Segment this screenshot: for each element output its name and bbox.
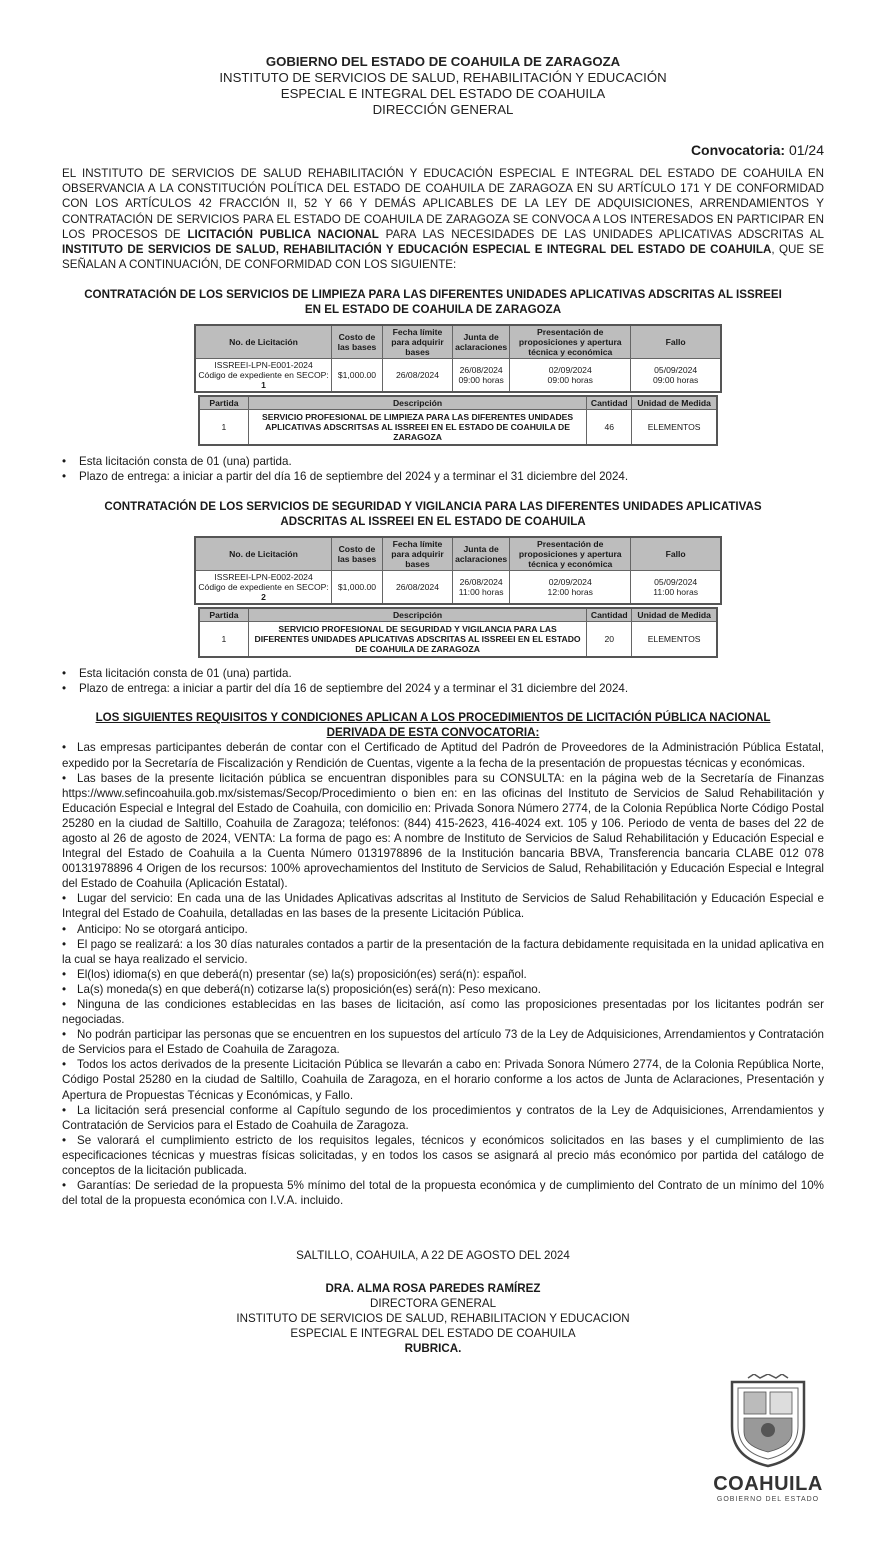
signer-institution-2: ESPECIAL E INTEGRAL DEL ESTADO DE COAHUILA	[290, 1327, 576, 1341]
list-item: • Ninguna de las condiciones establecidas en las bases de licitación, así como las proposiciones presentadas por los licitantes podrán ser negociadas.	[62, 997, 824, 1027]
document-header	[62, 54, 824, 118]
section-2-notes	[62, 666, 824, 696]
th-costo: Costo de las bases	[332, 537, 383, 571]
table-header-row	[195, 325, 721, 359]
section-2-title-a: CONTRATACIÓN DE LOS SERVICIOS DE SEGURIDAD Y VIGILANCIA PARA LAS DIFERENTES UNIDADES APLICATIVAS	[104, 500, 762, 514]
junta-time: 09:00 horas	[458, 375, 504, 386]
list-item: • Las bases de la presente licitación pública se encuentran disponibles para su CONSULTA: en la página web de la Secretaría de Finanzas https://www.sefincoahuila.gob.mx/sistemas/Secop/Procedimiento o bien en: en las oficinas del Instituto de Servicios de Salud Rehabilitación y Educación Especial e Integral del Estado de Coahuila, con domicilio en: Privada Sonora Número 2774, de la Colonia República Norte Código Postal 25280 en la ciudad de Saltillo, Coahuila de Zaragoza; teléfonos: (844) 415-2623, 416-4024 ext. 105 y 106. Periodo de venta de bases del 22 de agosto al 26 de agosto de 2024, VENTA: La forma de pago es: A nombre de Instituto de Servicios de Salud Rehabilitación y Educación Especial e Integral del Estado de Coahuila a la Cuenta Número 0131978896 de la Institución bancaria BBVA, Transferencia bancaria CLABE 012 078 00131978896 4 Origen de los recursos: 100% aprovechamientos del Instituto de Servicios de Salud, Rehabilitación y Educación Especial e Integral del Estado de Coahuila (Aplicación Estatal).	[62, 771, 824, 892]
section-2-title	[62, 499, 804, 529]
list-item: • Esta licitación consta de 01 (una) partida.	[62, 454, 824, 469]
th-no-licitacion: No. de Licitación	[195, 537, 332, 571]
section-1-title-a: CONTRATACIÓN DE LOS SERVICIOS DE LIMPIEZA PARA LAS DIFERENTES UNIDADES APLICATIVAS ADSCRITAS AL ISSREEI	[84, 288, 782, 302]
section-1-title-b: EN EL ESTADO DE COAHUILA DE ZARAGOZA	[304, 303, 562, 317]
th-cantidad: Cantidad	[587, 608, 632, 622]
table-row	[195, 571, 721, 605]
section-1-partida-table	[198, 395, 718, 446]
header-institute-2: ESPECIAL E INTEGRAL DEL ESTADO DE COAHUILA	[280, 86, 606, 101]
cell-fallo	[631, 359, 721, 393]
table-row	[195, 359, 721, 393]
th-fallo: Fallo	[631, 325, 721, 359]
logo-brand: COAHUILA	[713, 1473, 823, 1495]
list-item: • El(los) idioma(s) en que deberá(n) presentar (se) la(s) proposición(es) será(n): español.	[62, 967, 824, 982]
header-direction: DIRECCIÓN GENERAL	[372, 102, 514, 117]
list-item: • Garantías: De seriedad de la propuesta 5% mínimo del total de la propuesta económica y de cumplimiento del Contrato de un mínimo del 10% del total de la propuesta económica con I.V.A. incluido.	[62, 1178, 824, 1208]
cell-cantidad: 20	[587, 622, 632, 658]
cell-presentacion	[510, 359, 631, 393]
logo-subtitle: GOBIERNO DEL ESTADO	[716, 1496, 820, 1503]
list-item: • No podrán participar las personas que se encuentren en los supuestos del artículo 73 de la Ley de Adquisiciones, Arrendamientos y Contratación de Servicios para el Estado de Coahuila de Zaragoza.	[62, 1027, 824, 1057]
intro-text-1: EL INSTITUTO DE SERVICIOS DE SALUD REHABILITACIÓN Y EDUCACIÓN ESPECIAL E INTEGRAL DEL ESTADO DE COAHUILA EN OBSERVANCIA A LA CONSTITUCIÓN POLÍTICA DEL ESTADO DE COAHUILA DE ZARAGOZA EN SU ARTÍCULO 171 Y DE CONFORMIDAD CON LOS ARTÍCULOS 42 FRACCIÓN II, 52 Y 66 Y DEMÁS APLICABLES DE LA LEY DE ADQUISICIONES, ARRENDAMIENTOS Y CONTRATACIÓN DE SERVICIOS PARA EL ESTADO DE COAHUILA DE ZARAGOZA SE CONVOCA A LOS INTERESADOS EN PARTICIPAR EN LOS PROCESOS DE	[62, 167, 824, 241]
licitacion-number: ISSREEI-LPN-E001-2024	[214, 360, 313, 371]
th-fecha-limite: Fecha límite para adquirir bases	[382, 537, 452, 571]
th-partida: Partida	[199, 396, 248, 410]
th-junta: Junta de aclaraciones	[453, 537, 510, 571]
requirements-title-a: LOS SIGUIENTES REQUISITOS Y CONDICIONES APLICAN A LOS PROCEDIMIENTOS DE LICITACIÓN PÚBLICA NACIONAL	[95, 711, 771, 725]
place-date: SALTILLO, COAHUILA, A 22 DE AGOSTO DEL 2024	[296, 1249, 570, 1263]
th-costo: Costo de las bases	[332, 325, 383, 359]
list-item: • Se valorará el cumplimiento estricto de los requisitos legales, técnicos y económicos solicitados en las bases y el cumplimiento de las especificaciones técnicas y muestras físicas solicitadas, y en todos los casos se asignará al precio más económico por partida del catálogo de conceptos de la licitación publicada.	[62, 1133, 824, 1178]
th-fecha-limite: Fecha límite para adquirir bases	[382, 325, 452, 359]
th-descripcion: Descripción	[248, 608, 586, 622]
fallo-date: 05/09/2024	[654, 365, 698, 376]
coahuila-logo	[712, 1374, 824, 1503]
cell-licitacion	[195, 359, 332, 393]
cell-presentacion	[510, 571, 631, 605]
cell-cantidad: 46	[587, 410, 632, 446]
th-unidad: Unidad de Medida	[632, 608, 717, 622]
table-row	[199, 622, 717, 658]
header-government: GOBIERNO DEL ESTADO DE COAHUILA DE ZARAGOZA	[265, 54, 621, 69]
table-header-row	[199, 608, 717, 622]
table-row	[199, 410, 717, 446]
convocatoria-label: Convocatoria:	[690, 142, 786, 158]
expediente-label: Código de expediente en SECOP:	[198, 370, 329, 381]
section-2-tender-table	[194, 536, 722, 605]
th-no-licitacion: No. de Licitación	[195, 325, 332, 359]
fallo-time: 09:00 horas	[652, 375, 699, 386]
section-1-tender-table	[194, 324, 722, 393]
intro-bold-2: INSTITUTO DE SERVICIOS DE SALUD, REHABILITACIÓN Y EDUCACIÓN ESPECIAL E INTEGRAL DEL ESTADO DE COAHUILA	[62, 243, 772, 257]
list-item: • Anticipo: No se otorgará anticipo.	[62, 922, 824, 937]
section-1-notes	[62, 454, 824, 484]
th-partida: Partida	[199, 608, 248, 622]
presentacion-time: 09:00 horas	[547, 375, 593, 386]
th-unidad: Unidad de Medida	[632, 396, 717, 410]
intro-text-2: PARA LAS NECESIDADES DE LAS UNIDADES APLICATIVAS ADSCRITAS AL	[378, 227, 824, 241]
list-item: • Las empresas participantes deberán de contar con el Certificado de Aptitud del Padrón de Proveedores de la Administración Pública Estatal, expedido por la Secretaría de Fiscalización y Rendición de Cuentas, vigente a la fecha de la presentación de propuestas técnicas y económicas.	[62, 740, 824, 770]
list-item: • La(s) moneda(s) en que deberá(n) cotizarse la(s) proposición(es) será(n): Peso mexicano.	[62, 982, 824, 997]
expediente-label: Código de expediente en SECOP:	[198, 582, 329, 593]
cell-partida: 1	[199, 622, 248, 658]
section-2-title-b: ADSCRITAS AL ISSREEI EN EL ESTADO DE COAHUILA	[280, 515, 586, 529]
list-item: • Lugar del servicio: En cada una de las Unidades Aplicativas adscritas al Instituto de Servicios de Salud Rehabilitación y Educación Especial e Integral del Estado de Coahuila, detalladas en las bases de la presente Licitación Pública.	[62, 891, 824, 921]
cell-fallo	[631, 571, 721, 605]
presentacion-date: 02/09/2024	[548, 577, 592, 588]
th-presentacion: Presentación de proposiciones y apertura técnica y económica	[510, 537, 631, 571]
junta-date: 26/08/2024	[459, 577, 503, 588]
licitacion-number: ISSREEI-LPN-E002-2024	[214, 572, 313, 583]
signature-block	[62, 1248, 804, 1356]
cell-unidad: ELEMENTOS	[632, 622, 717, 658]
expediente-number: 2	[261, 592, 266, 603]
cell-junta	[453, 359, 510, 393]
requirements-title	[62, 710, 804, 740]
rubrica: RUBRICA.	[404, 1342, 462, 1356]
convocatoria-value: 01/24	[788, 142, 824, 158]
th-junta: Junta de aclaraciones	[453, 325, 510, 359]
th-descripcion: Descripción	[248, 396, 586, 410]
signer-name: DRA. ALMA ROSA PAREDES RAMÍREZ	[325, 1281, 541, 1295]
expediente-number: 1	[261, 380, 266, 391]
signer-role: DIRECTORA GENERAL	[369, 1296, 497, 1310]
cell-costo: $1,000.00	[332, 571, 383, 605]
cell-descripcion: SERVICIO PROFESIONAL DE LIMPIEZA PARA LAS DIFERENTES UNIDADES APLICATIVAS ADSCRITSAS AL ISSREEI EN EL ESTADO DE COAHUILA DE ZARAGOZA	[248, 410, 586, 446]
cell-descripcion: SERVICIO PROFESIONAL DE SEGURIDAD Y VIGILANCIA PARA LAS DIFERENTES UNIDADES APLICATIVAS ADSCRITAS AL ISSREEI EN EL ESTADO DE COAHUILA DE ZARAGOZA	[248, 622, 586, 658]
list-item: • Plazo de entrega: a iniciar a partir del día 16 de septiembre del 2024 y a terminar el 31 diciembre del 2024.	[62, 681, 824, 696]
cell-unidad: ELEMENTOS	[632, 410, 717, 446]
junta-date: 26/08/2024	[459, 365, 503, 376]
fallo-time: 11:00 horas	[653, 587, 699, 598]
intro-paragraph	[62, 166, 824, 272]
th-cantidad: Cantidad	[587, 396, 632, 410]
cell-fecha-limite: 26/08/2024	[382, 571, 452, 605]
list-item: • Todos los actos derivados de la presente Licitación Pública se llevarán a cabo en: Privada Sonora Número 2774, de la Colonia República Norte, Código Postal 25280 en la ciudad de Saltillo, Coahuila de Zaragoza, en el horario conforme a los actos de Junta de Aclaraciones, Presentación y Apertura de Propuestas Técnicas y Económicas, y Fallo.	[62, 1057, 824, 1102]
list-item: • El pago se realizará: a los 30 días naturales contados a partir de la presentación de la factura debidamente requisitada en la unidad aplicativa en la cual se haya realizado el servicio.	[62, 937, 824, 967]
cell-costo: $1,000.00	[332, 359, 383, 393]
coat-of-arms-icon	[722, 1374, 814, 1470]
intro-bold-1: LICITACIÓN PUBLICA NACIONAL	[187, 227, 379, 241]
fallo-date: 05/09/2024	[654, 577, 698, 588]
table-header-row	[195, 537, 721, 571]
th-presentacion: Presentación de proposiciones y apertura técnica y económica	[510, 325, 631, 359]
presentacion-time: 12:00 horas	[547, 587, 593, 598]
section-2-partida-table	[198, 607, 718, 658]
signer-institution-1: INSTITUTO DE SERVICIOS DE SALUD, REHABILITACION Y EDUCACION	[236, 1311, 630, 1325]
list-item: • La licitación será presencial conforme al Capítulo segundo de los procedimientos y contratos de la Ley de Adquisiciones, Arrendamientos y Contratación de Servicios para el Estado de Coahuila de Zaragoza.	[62, 1103, 824, 1133]
header-institute-1: INSTITUTO DE SERVICIOS DE SALUD, REHABILITACIÓN Y EDUCACIÓN	[219, 70, 667, 85]
cell-junta	[453, 571, 510, 605]
junta-time: 11:00 horas	[458, 587, 504, 598]
cell-fecha-limite: 26/08/2024	[382, 359, 452, 393]
list-item: • Esta licitación consta de 01 (una) partida.	[62, 666, 824, 681]
cell-partida: 1	[199, 410, 248, 446]
convocatoria-number	[62, 142, 824, 158]
section-1-title	[62, 287, 804, 317]
cell-licitacion	[195, 571, 332, 605]
requirements-list	[62, 740, 824, 1208]
presentacion-date: 02/09/2024	[548, 365, 592, 376]
list-item: • Plazo de entrega: a iniciar a partir del día 16 de septiembre del 2024 y a terminar el 31 diciembre del 2024.	[62, 469, 824, 484]
table-header-row	[199, 396, 717, 410]
requirements-title-b: DERIVADA DE ESTA CONVOCATORIA:	[326, 726, 540, 740]
th-fallo: Fallo	[631, 537, 721, 571]
intro-text-3: , QUE SE SEÑALAN A CONTINUACIÓN, DE CONFORMIDAD CON LOS SIGUIENTE:	[62, 243, 824, 272]
